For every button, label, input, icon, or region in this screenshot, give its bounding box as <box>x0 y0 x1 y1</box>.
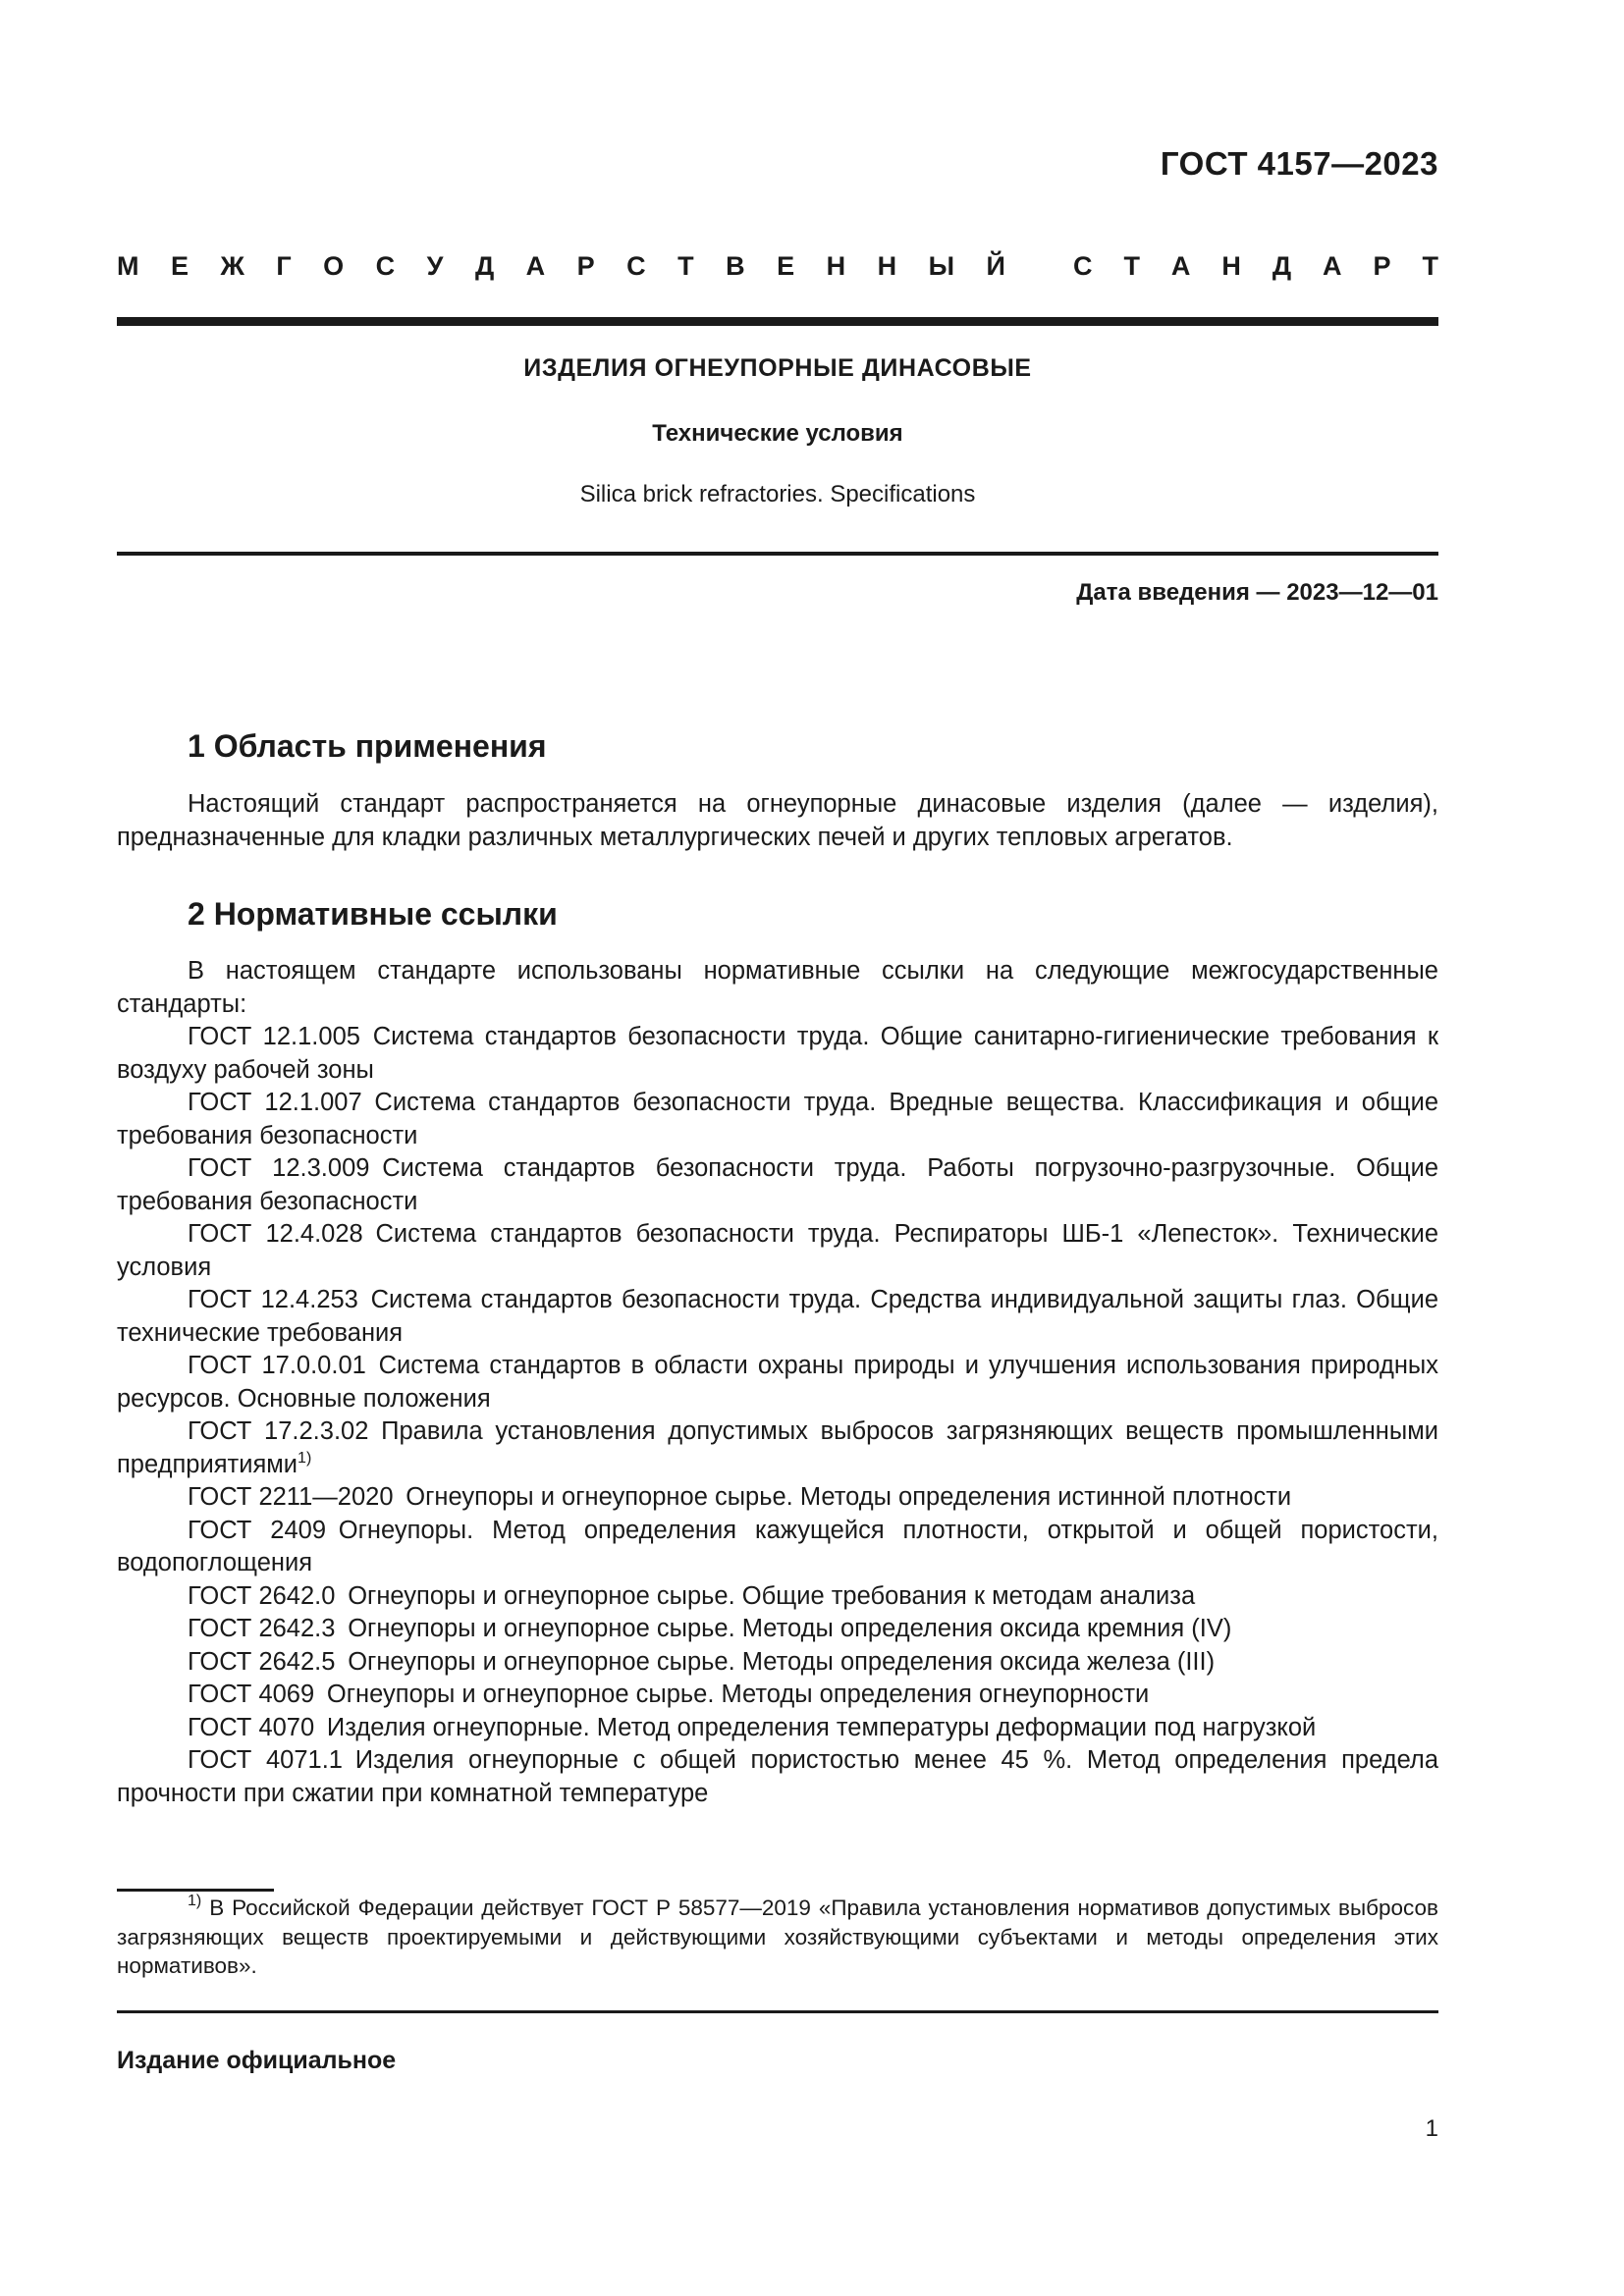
reference-title: Изделия огнеупорные. Метод определения температуры деформации под нагрузкой <box>326 1713 1317 1741</box>
reference-code: ГОСТ 2642.3 <box>188 1615 336 1642</box>
reference-title: Огнеупоры. Метод определения кажущейся плотности, открытой и общей пористости, водопоглощения <box>117 1516 1438 1576</box>
reference-title: Огнеупоры и огнеупорное сырье. Методы определения оксида железа (III) <box>348 1647 1216 1676</box>
header-divider <box>117 317 1438 326</box>
normative-references <box>117 955 1438 1810</box>
reference-item <box>117 1218 1438 1284</box>
reference-item <box>117 1646 1438 1680</box>
reference-code: ГОСТ 12.1.007 <box>188 1089 362 1116</box>
footnote-text: В Российской Федерации действует ГОСТ Р 58577—2019 «Правила установления нормативов допустимых выбросов загрязняющих веществ проектируемыми и действующими хозяйствующими субъектами и методы определения этих нормативов». <box>117 1896 1438 1978</box>
reference-item <box>117 1087 1438 1152</box>
reference-code: ГОСТ 12.1.005 <box>188 1023 360 1050</box>
standard-type-word-2: С Т А Н Д А Р Т <box>1073 251 1438 281</box>
reference-code: ГОСТ 2642.5 <box>188 1647 336 1676</box>
page-number: 1 <box>1425 2115 1438 2142</box>
document-page <box>117 0 1438 2296</box>
edition-label: Издание официальное <box>117 2047 397 2074</box>
document-subtitle-en: Silica brick refractories. Specifications <box>579 481 976 507</box>
reference-title: Система стандартов безопасности труда. Работы погрузочно-разгрузочные. Общие требования безопасности <box>117 1154 1439 1215</box>
footer-divider <box>117 2010 1438 2013</box>
footnote-ref: 1) <box>298 1449 312 1467</box>
footnote-marker: 1) <box>188 1893 202 1909</box>
standard-type-word-1: М Е Ж Г О С У Д А Р С Т В Е Н Н Ы Й <box>117 251 1005 281</box>
reference-item <box>117 1613 1438 1646</box>
footnote-divider <box>117 1889 274 1892</box>
section-2-heading: 2 Нормативные ссылки <box>188 896 558 932</box>
reference-title: Система стандартов безопасности труда. Средства индивидуальной защиты глаз. Общие технические требования <box>117 1286 1438 1347</box>
standard-type <box>117 251 1438 282</box>
reference-item <box>117 1712 1438 1745</box>
reference-item <box>117 1679 1438 1712</box>
reference-code: ГОСТ 2211—2020 <box>188 1483 394 1511</box>
reference-title: Огнеупоры и огнеупорное сырье. Методы определения оксида кремния (IV) <box>348 1615 1232 1642</box>
reference-code: ГОСТ 4070 <box>188 1713 315 1741</box>
title-divider <box>117 552 1438 556</box>
document-title: ИЗДЕЛИЯ ОГНЕУПОРНЫЕ ДИНАСОВЫЕ <box>523 354 1032 382</box>
reference-title: Система стандартов в области охраны природы и улучшения использования природных ресурсов. Основные положения <box>117 1352 1438 1413</box>
reference-title: Огнеупоры и огнеупорное сырье. Общие требования к методам анализа <box>348 1581 1196 1610</box>
reference-item <box>117 1580 1438 1614</box>
document-subtitle: Технические условия <box>652 420 903 447</box>
reference-code: ГОСТ 2642.0 <box>188 1581 336 1610</box>
reference-item <box>117 1021 1438 1087</box>
section-1-text: Настоящий стандарт распространяется на огнеупорные динасовые изделия (далее — изделия), предназначенные для кладки различных металлургических печей и других тепловых агрегатов. <box>117 790 1438 851</box>
reference-code: ГОСТ 12.4.028 <box>188 1220 363 1248</box>
doc-number: ГОСТ 4157—2023 <box>1160 145 1438 182</box>
footnote <box>117 1894 1438 1981</box>
reference-code: ГОСТ 12.3.009 <box>188 1154 370 1182</box>
reference-title: Система стандартов безопасности труда. Респираторы ШБ-1 «Лепесток». Технические условия <box>117 1220 1438 1281</box>
reference-item <box>117 1744 1438 1810</box>
reference-item <box>117 1284 1438 1350</box>
reference-code: ГОСТ 4069 <box>188 1681 315 1708</box>
intro-date: Дата введения — 2023—12—01 <box>1076 579 1438 606</box>
reference-code: ГОСТ 4071.1 <box>188 1746 343 1774</box>
reference-title: Огнеупоры и огнеупорное сырье. Методы определения огнеупорности <box>326 1681 1150 1708</box>
reference-title: Изделия огнеупорные с общей пористостью менее 45 %. Метод определения предела прочности при сжатии при комнатной температуре <box>117 1746 1438 1807</box>
reference-item <box>117 1152 1438 1218</box>
reference-item <box>117 1481 1438 1515</box>
reference-code: ГОСТ 17.0.0.01 <box>188 1352 366 1379</box>
references-intro: В настоящем стандарте использованы нормативные ссылки на следующие межгосударственные стандарты: <box>117 957 1438 1018</box>
reference-item <box>117 1515 1438 1580</box>
reference-title: Правила установления допустимых выбросов загрязняющих веществ промышленными предприятиями <box>117 1417 1438 1478</box>
reference-title: Система стандартов безопасности труда. Общие санитарно-гигиенические требования к воздуху рабочей зоны <box>117 1023 1439 1084</box>
reference-code: ГОСТ 17.2.3.02 <box>188 1417 369 1445</box>
reference-item <box>117 1415 1438 1481</box>
reference-item <box>117 1350 1438 1415</box>
reference-title: Система стандартов безопасности труда. Вредные вещества. Классификация и общие требования безопасности <box>117 1089 1438 1149</box>
reference-code: ГОСТ 12.4.253 <box>188 1286 358 1313</box>
section-1-heading: 1 Область применения <box>188 728 547 764</box>
reference-code: ГОСТ 2409 <box>188 1516 327 1544</box>
reference-title: Огнеупоры и огнеупорное сырье. Методы определения истинной плотности <box>406 1483 1292 1511</box>
